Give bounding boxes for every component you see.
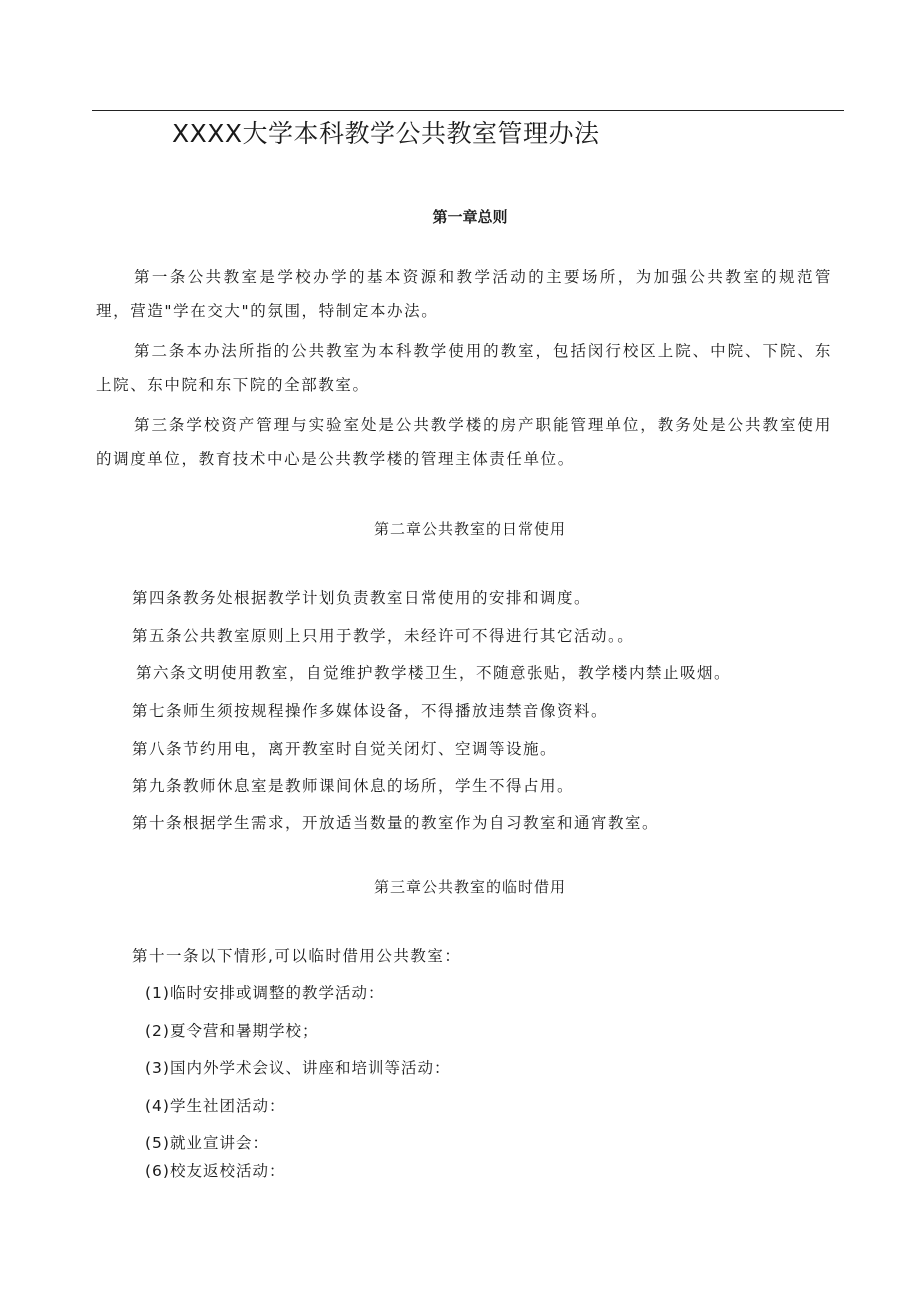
list-item-6: (6)校友返校活动：	[145, 1162, 286, 1180]
article-2: 第二条本办法所指的公共教室为本科教学使用的教室，包括闵行校区上院、中院、下院、东上院、东中院和东下院的全部教室。	[96, 342, 832, 394]
article-7: 第七条师生须按规程操作多媒体设备，不得播放违禁音像资料。	[132, 702, 609, 720]
article-10: 第十条根据学生需求，开放适当数量的教室作为自习教室和通宵教室。	[132, 814, 660, 832]
list-item-5: (5)就业宣讲会：	[145, 1134, 269, 1152]
article-8: 第八条节约用电，离开教室时自觉关闭灯、空调等设施。	[132, 740, 558, 758]
list-item-3: (3)国内外学术会议、讲座和培训等活动：	[145, 1059, 451, 1077]
article-11: 第十一条以下情形,可以临时借用公共教室：	[132, 947, 462, 965]
chapter-3-heading: 第三章公共教室的临时借用	[373, 878, 566, 896]
list-item-1: (1)临时安排或调整的教学活动：	[145, 984, 385, 1002]
article-9: 第九条教师休息室是教师课间休息的场所，学生不得占用。	[132, 777, 575, 795]
article-3: 第三条学校资产管理与实验室处是公共教学楼的房产职能管理单位，教务处是公共教室使用的调度单位，教育技术中心是公共教学楼的管理主体责任单位。	[96, 416, 832, 468]
article-1: 第一条公共教室是学校办学的基本资源和教学活动的主要场所，为加强公共教室的规范管理，营造"学在交大"的氛围，特制定本办法。	[96, 268, 832, 320]
chapter-2-heading: 第二章公共教室的日常使用	[373, 520, 566, 538]
list-item-2: (2)夏令营和暑期学校；	[145, 1022, 319, 1040]
article-4: 第四条教务处根据教学计划负责教室日常使用的安排和调度。	[132, 589, 592, 607]
document-title: XXXX大学本科教学公共教室管理办法	[172, 119, 600, 148]
article-5: 第五条公共教室原则上只用于教学，未经许可不得进行其它活动。。	[132, 627, 635, 645]
header-rule	[92, 110, 844, 111]
chapter-1-heading: 第一章总则	[432, 208, 508, 226]
list-item-4: (4)学生社团活动：	[145, 1097, 286, 1115]
article-6: 第六条文明使用教室，自觉维护教学楼卫生，不随意张贴，教学楼内禁止吸烟。	[136, 664, 732, 682]
